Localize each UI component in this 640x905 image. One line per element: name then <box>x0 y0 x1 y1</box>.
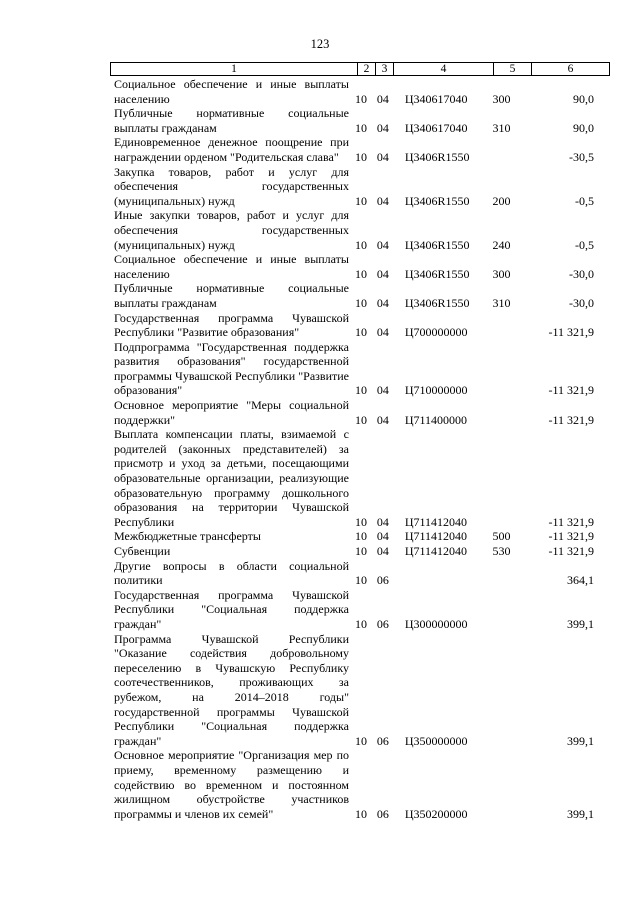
header-col-1: 1 <box>231 63 237 75</box>
subsection-code: 04 <box>376 237 389 252</box>
amount: -11 321,9 <box>548 325 595 340</box>
amount: 90,0 <box>573 120 595 135</box>
subsection-code: 06 <box>376 806 389 821</box>
header-col-6: 6 <box>531 63 609 75</box>
table-row <box>110 281 610 310</box>
expense-type-code: 300 <box>492 266 511 281</box>
subsection-code: 04 <box>376 529 389 544</box>
section-code: 10 <box>355 120 367 135</box>
amount: -11 321,9 <box>548 412 595 427</box>
item-name: Государственная программа Чувашской Республики "Развитие образования" <box>114 310 349 340</box>
table-row <box>110 544 610 559</box>
item-name: Программа Чувашской Республики "Оказание содействия добровольному переселению в Чувашскую Республику соотечественников, проживающих за рубежом, на 2014–2018 годы" государственной программы Чувашской Республики "Социальная поддержка граждан" <box>114 631 349 748</box>
amount: -0,5 <box>575 193 595 208</box>
table-header <box>110 62 610 76</box>
expense-type-code: 200 <box>492 193 511 208</box>
subsection-code: 04 <box>376 325 389 340</box>
section-code: 10 <box>355 91 367 106</box>
target-article-code: Ц3406R1550 <box>404 149 470 164</box>
target-article-code: Ц711412040 <box>404 544 468 558</box>
item-name: Основное мероприятие "Организация мер по приему, временному размещению и содействию во временном и постоянном жилищном обустройстве участников программы и членов их семей" <box>114 748 349 821</box>
subsection-code: 04 <box>376 193 389 208</box>
amount: -30,5 <box>569 149 595 164</box>
section-code: 10 <box>355 514 367 529</box>
header-col-4: 4 <box>393 63 493 75</box>
table-row <box>110 77 610 106</box>
target-article-code: Ц710000000 <box>404 383 468 398</box>
target-article-code: Ц3406R1550 <box>404 193 470 208</box>
section-code: 10 <box>355 573 367 588</box>
table-row <box>110 529 610 544</box>
section-code: 10 <box>355 616 367 631</box>
subsection-code: 06 <box>376 733 389 748</box>
item-name: Субвенции <box>114 544 171 558</box>
target-article-code: Ц340617040 <box>404 91 468 106</box>
amount: -11 321,9 <box>548 544 595 558</box>
expense-type-code: 310 <box>492 295 511 310</box>
table-row <box>110 165 610 209</box>
header-col-2: 2 <box>357 63 375 75</box>
item-name: Основное мероприятие "Меры социальной поддержки" <box>114 398 349 427</box>
subsection-code: 04 <box>376 544 389 558</box>
item-name: Государственная программа Чувашской Республики "Социальная поддержка граждан" <box>114 587 349 631</box>
subsection-code: 04 <box>376 91 389 106</box>
item-name: Социальное обеспечение и иные выплаты населению <box>114 252 349 281</box>
target-article-code: Ц3406R1550 <box>404 237 470 252</box>
target-article-code: Ц3406R1550 <box>404 266 470 281</box>
amount: -30,0 <box>569 266 595 281</box>
target-article-code: Ц711400000 <box>404 412 468 427</box>
subsection-code: 04 <box>376 412 389 427</box>
table-row <box>110 632 610 749</box>
subsection-code: 04 <box>376 149 389 164</box>
target-article-code: Ц350000000 <box>404 733 468 748</box>
header-col-5: 5 <box>493 63 531 75</box>
item-name: Выплата компенсации платы, взимаемой с родителей (законных представителей) за присмотр и уход за детьми, посещающими образовательные организации, реализующие образовательную программу дошкольного образования на территории Чувашской Республики <box>114 427 349 529</box>
amount: 399,1 <box>567 616 595 631</box>
item-name: Межбюджетные трансферты <box>114 529 261 544</box>
subsection-code: 04 <box>376 383 389 398</box>
item-name: Иные закупки товаров, работ и услуг для обеспечения государственных (муниципальных) нужд <box>114 208 349 252</box>
subsection-code: 04 <box>376 295 389 310</box>
item-name: Закупка товаров, работ и услуг для обеспечения государственных (муниципальных) нужд <box>114 164 349 208</box>
amount: -11 321,9 <box>548 383 595 398</box>
table-row <box>110 748 610 821</box>
target-article-code: Ц340617040 <box>404 120 468 135</box>
table-row <box>110 559 610 588</box>
section-code: 10 <box>355 806 367 821</box>
subsection-code: 04 <box>376 120 389 135</box>
item-name: Публичные нормативные социальные выплаты гражданам <box>114 281 349 310</box>
section-code: 10 <box>355 149 367 164</box>
section-code: 10 <box>355 383 367 398</box>
item-name: Публичные нормативные социальные выплаты гражданам <box>114 106 349 135</box>
target-article-code: Ц711412040 <box>404 514 468 529</box>
table-row <box>110 427 610 529</box>
table-row <box>110 311 610 340</box>
amount: -11 321,9 <box>548 529 595 544</box>
page-number: 123 <box>310 37 330 51</box>
amount: 399,1 <box>567 806 595 821</box>
expense-type-code: 500 <box>492 529 511 544</box>
table-row <box>110 106 610 135</box>
subsection-code: 04 <box>376 266 389 281</box>
table-row <box>110 340 610 398</box>
table-row <box>110 252 610 281</box>
expense-type-code: 310 <box>492 120 511 135</box>
subsection-code: 04 <box>376 514 389 529</box>
table-row <box>110 208 610 252</box>
table-row <box>110 398 610 427</box>
amount: 90,0 <box>573 91 595 106</box>
section-code: 10 <box>355 193 367 208</box>
item-name: Другие вопросы в области социальной политики <box>114 558 349 588</box>
expense-type-code: 530 <box>492 544 511 558</box>
section-code: 10 <box>355 544 367 558</box>
target-article-code: Ц700000000 <box>404 325 468 340</box>
item-name: Социальное обеспечение и иные выплаты населению <box>114 77 349 106</box>
target-article-code: Ц350200000 <box>404 806 468 821</box>
section-code: 10 <box>355 529 367 544</box>
expense-type-code: 300 <box>492 91 511 106</box>
header-col-3: 3 <box>375 63 393 75</box>
amount: -11 321,9 <box>548 514 595 529</box>
section-code: 10 <box>355 325 367 340</box>
amount: -0,5 <box>575 237 595 252</box>
budget-table-body <box>110 77 610 821</box>
table-row <box>110 588 610 632</box>
subsection-code: 06 <box>376 573 389 588</box>
item-name: Единовременное денежное поощрение при награждении орденом "Родительская слава" <box>114 135 349 164</box>
section-code: 10 <box>355 733 367 748</box>
amount: 399,1 <box>567 733 595 748</box>
target-article-code: Ц300000000 <box>404 616 468 631</box>
target-article-code: Ц711412040 <box>404 529 468 544</box>
section-code: 10 <box>355 412 367 427</box>
item-name: Подпрограмма "Государственная поддержка развития образования" государственной программы Чувашской Республики "Развитие образования" <box>114 339 349 398</box>
subsection-code: 06 <box>376 616 389 631</box>
amount: -30,0 <box>569 295 595 310</box>
section-code: 10 <box>355 237 367 252</box>
table-row <box>110 135 610 164</box>
amount: 364,1 <box>567 573 595 588</box>
expense-type-code: 240 <box>492 237 511 252</box>
target-article-code: Ц3406R1550 <box>404 295 470 310</box>
section-code: 10 <box>355 266 367 281</box>
section-code: 10 <box>355 295 367 310</box>
